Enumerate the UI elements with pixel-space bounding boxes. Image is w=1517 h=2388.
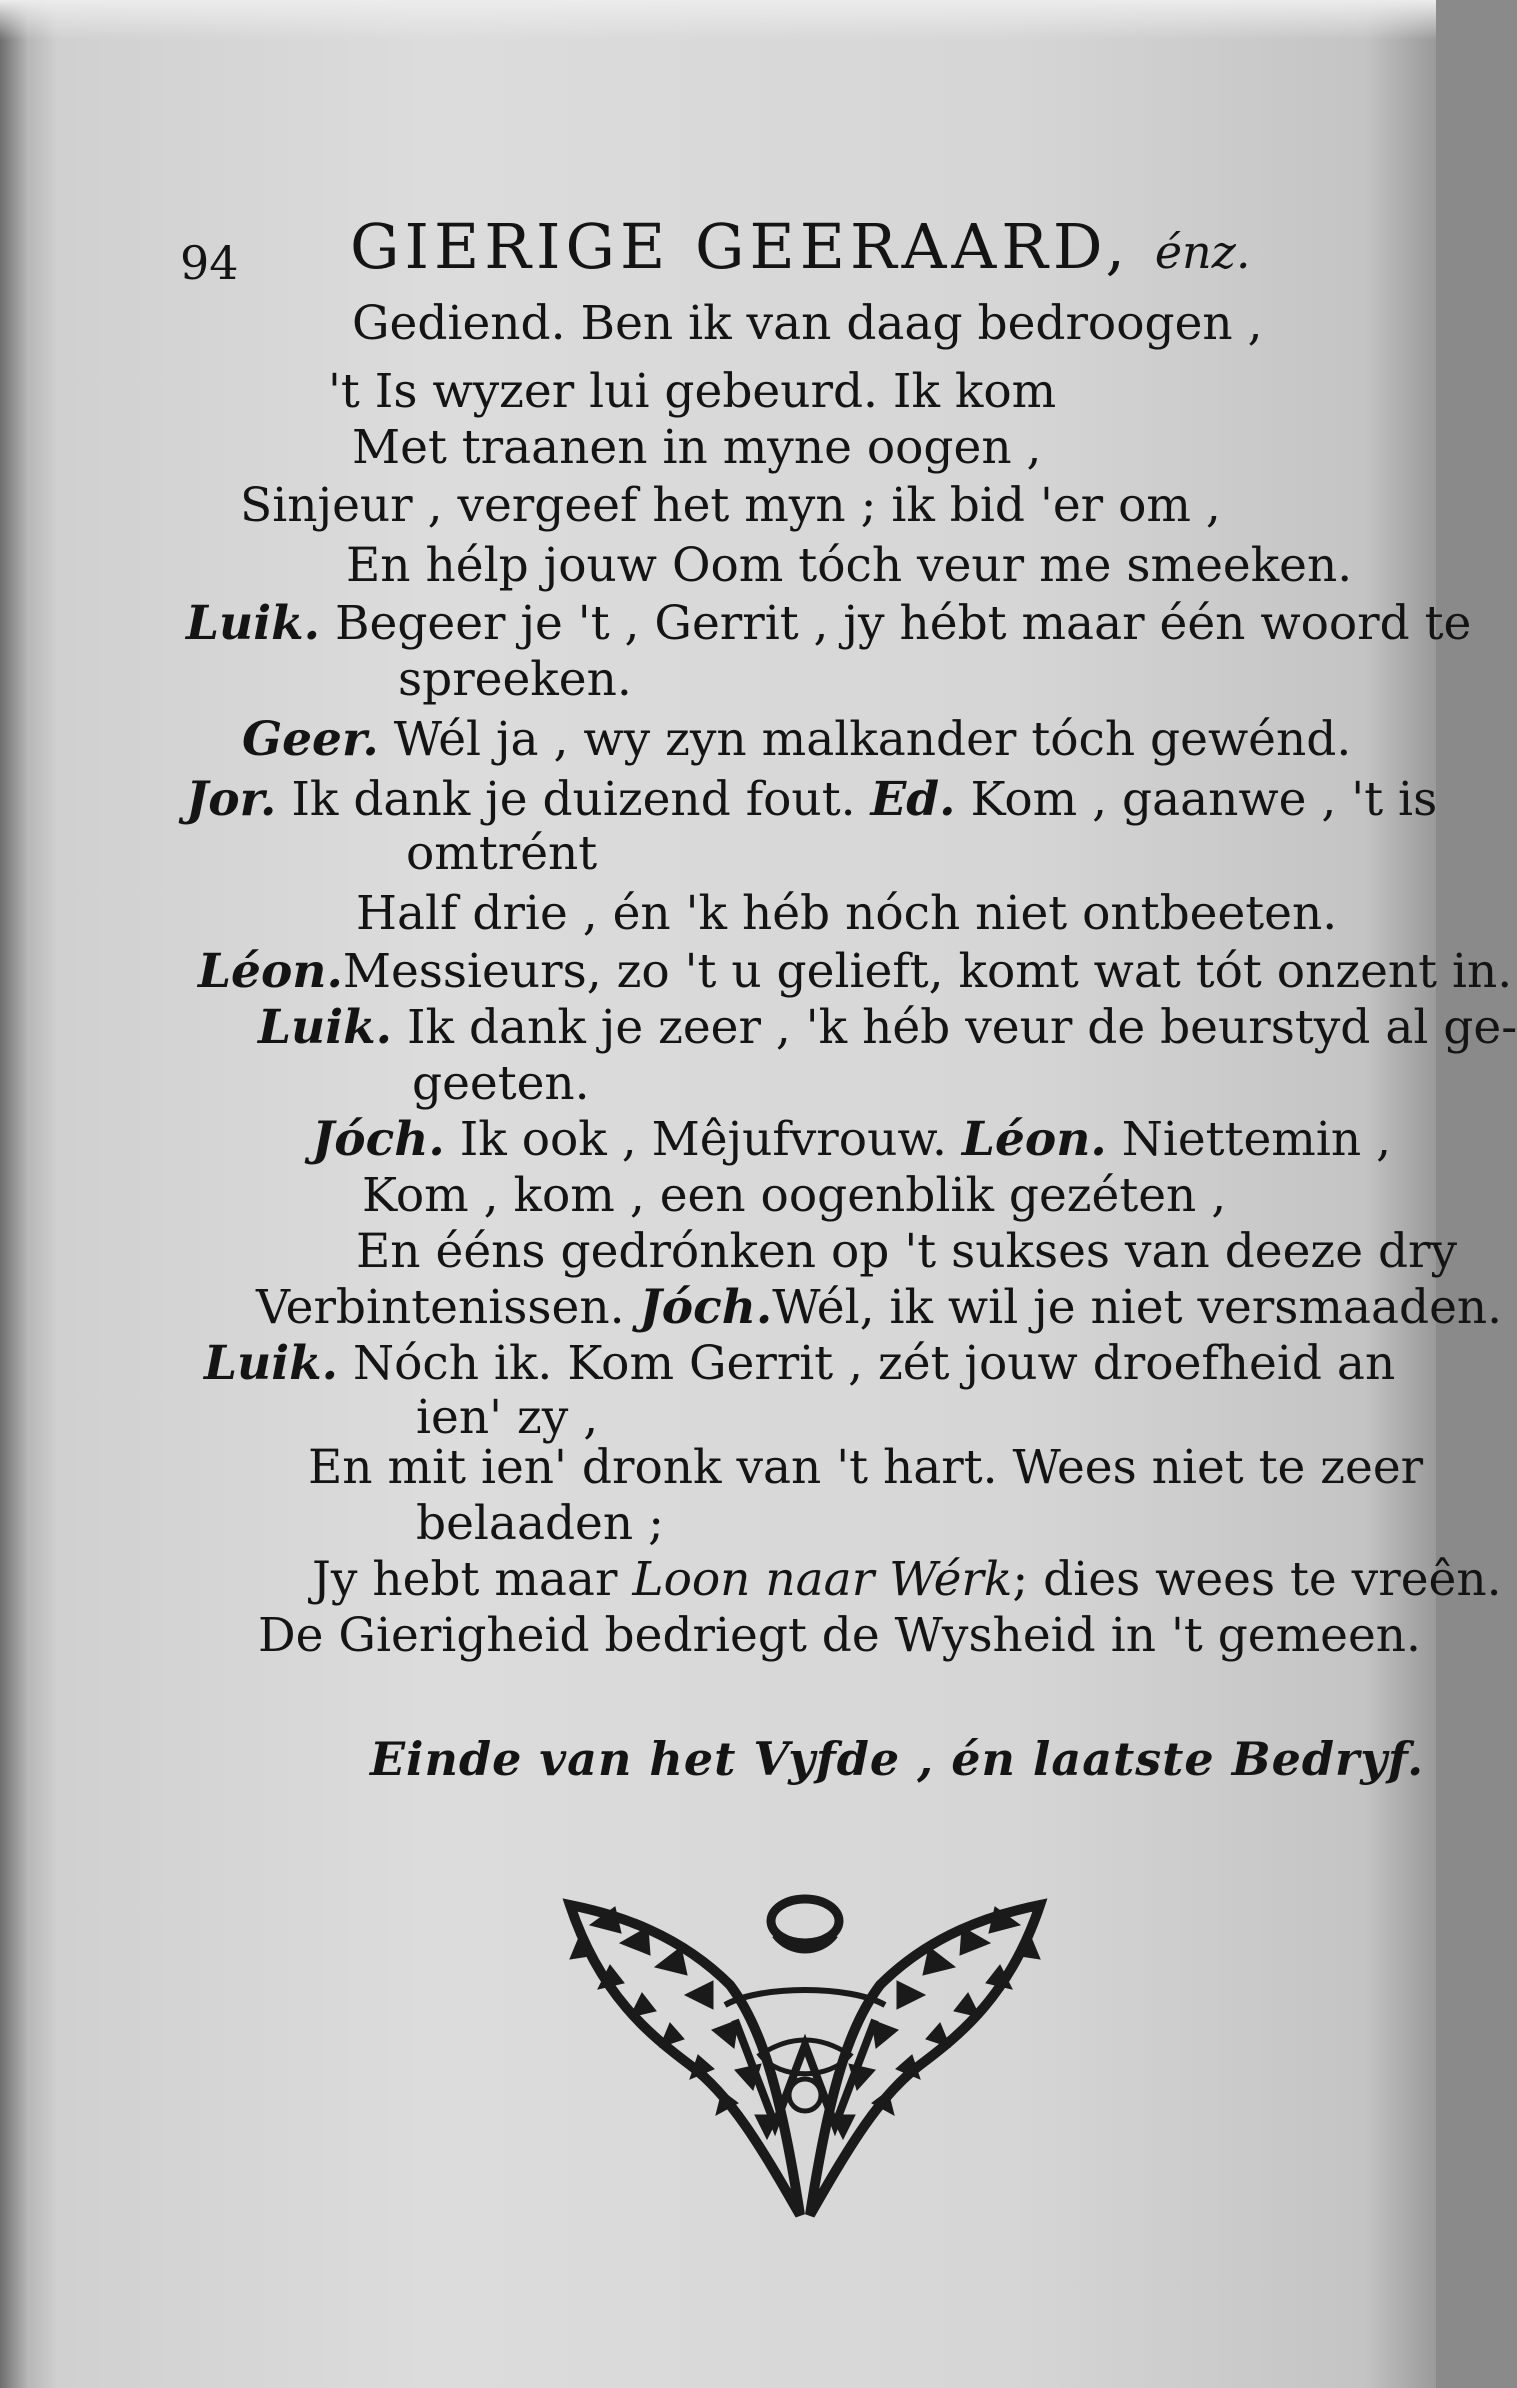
text-line: De Gierigheid bedriegt de Wysheid in 't gemeen. xyxy=(258,1608,1421,1663)
text-line: Met traanen in myne oogen , xyxy=(352,420,1042,475)
text-line: Luik. Ik dank je zeer , 'k héb veur de beurstyd al ge- xyxy=(258,1000,1517,1055)
speaker-name: Jor. xyxy=(186,772,277,827)
text-line: Luik. Begeer je 't , Gerrit , jy hébt maar één woord te xyxy=(186,596,1472,651)
text-line: Geer. Wél ja , wy zyn malkander tóch gewénd. xyxy=(242,712,1352,767)
text-line: Verbintenissen. Jóch.Wél, ik wil je niet versmaaden. xyxy=(256,1280,1503,1335)
text-line: Gediend. Ben ik van daag bedroogen , xyxy=(352,296,1263,351)
text-line: omtrént xyxy=(406,826,598,881)
text-line: Sinjeur , vergeef het myn ; ik bid 'er om , xyxy=(240,478,1221,533)
text-line: Jor. Ik dank je duizend fout. Ed. Kom , gaanwe , 't is xyxy=(186,772,1438,827)
emphasized-text: Loon naar Wérk xyxy=(632,1552,1013,1607)
text-line: spreeken. xyxy=(398,652,632,707)
speaker-name: Ed. xyxy=(870,772,956,827)
speaker-name: Luik. xyxy=(204,1336,339,1391)
speaker-name: Jóch. xyxy=(312,1112,445,1167)
text-line: belaaden ; xyxy=(416,1496,664,1551)
text-line: Jóch. Ik ook , Mêjufvrouw. Léon. Niettemin , xyxy=(312,1112,1392,1167)
speaker-name: Geer. xyxy=(242,712,379,767)
speaker-name: Léon. xyxy=(198,944,343,999)
speaker-name: Luik. xyxy=(186,596,321,651)
speaker-name: Luik. xyxy=(258,1000,393,1055)
act-end-colophon: Einde van het Vyfde , én laatste Bedryf. xyxy=(370,1732,1425,1786)
floral-wreath-monogram-ornament-icon xyxy=(560,1895,1050,2235)
running-title-text: GIERIGE GEERAARD, xyxy=(350,210,1131,283)
text-line: Jy hebt maar Loon naar Wérk; dies wees te vreên. xyxy=(312,1552,1502,1607)
speaker-name: Léon. xyxy=(961,1112,1107,1167)
text-line: En hélp jouw Oom tóch veur me smeeken. xyxy=(346,538,1353,593)
text-line: En ééns gedrónken op 't sukses van deeze dry xyxy=(356,1224,1458,1279)
text-line: Kom , kom , een oogenblik gezéten , xyxy=(362,1168,1227,1223)
text-line: Luik. Nóch ik. Kom Gerrit , zét jouw droefheid an xyxy=(204,1336,1396,1391)
page-number: 94 xyxy=(180,236,239,290)
text-line: 't Is wyzer lui gebeurd. Ik kom xyxy=(328,364,1057,419)
text-line: geeten. xyxy=(412,1056,590,1111)
speaker-name: Jóch. xyxy=(639,1280,773,1335)
text-line: ien' zy , xyxy=(416,1390,599,1445)
text-line: Half drie , én 'k héb nóch niet ontbeeten. xyxy=(356,886,1338,941)
running-title-suffix: énz. xyxy=(1154,225,1251,279)
text-line: En mit ien' dronk van 't hart. Wees niet te zeer xyxy=(308,1440,1424,1495)
text-line: Léon.Messieurs, zo 't u gelieft, komt wat tót onzent in. xyxy=(198,944,1513,999)
